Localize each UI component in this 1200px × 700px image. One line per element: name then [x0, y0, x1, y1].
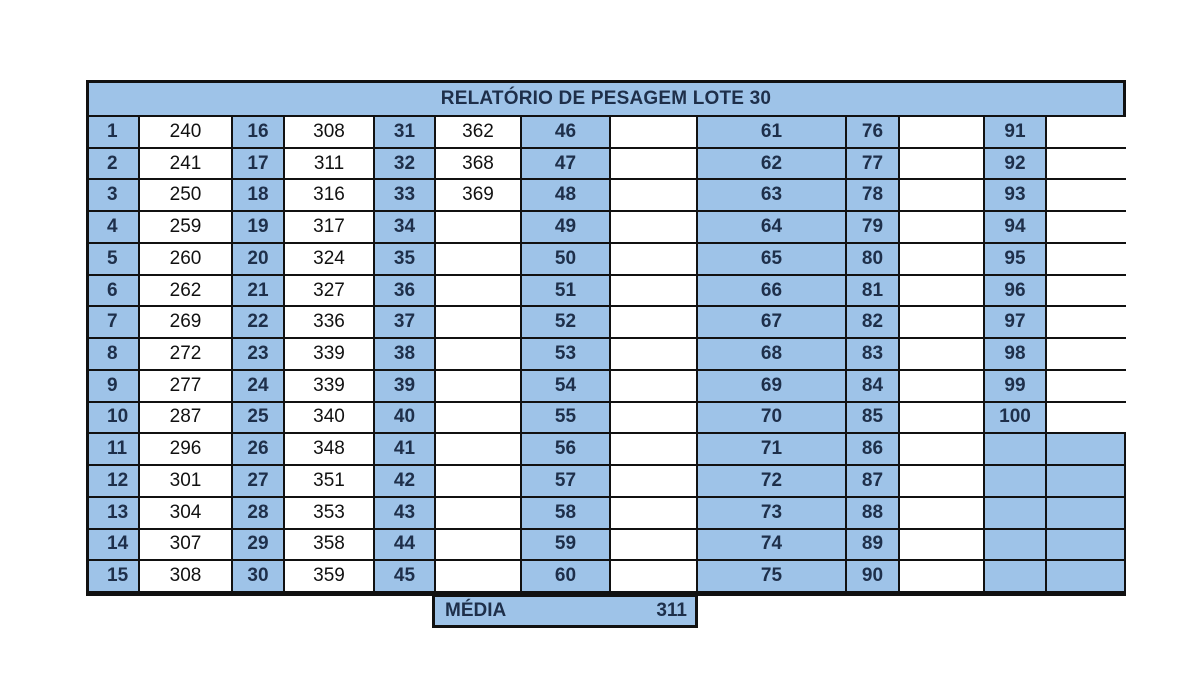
- weight-cell: 287: [140, 403, 233, 435]
- slot-number-cell: 16: [233, 117, 285, 149]
- weight-cell: [611, 339, 698, 371]
- slot-number-cell: 13: [89, 498, 140, 530]
- slot-number-cell: 68: [698, 339, 847, 371]
- weight-cell: [611, 212, 698, 244]
- slot-number-cell: 30: [233, 561, 285, 593]
- slot-number-cell: 20: [233, 244, 285, 276]
- slot-number-cell: 64: [698, 212, 847, 244]
- weight-cell: [611, 307, 698, 339]
- weight-cell: [436, 276, 522, 308]
- report-title: RELATÓRIO DE PESAGEM LOTE 30: [89, 83, 1123, 117]
- weight-cell: 260: [140, 244, 233, 276]
- average-label: MÉDIA: [445, 600, 507, 621]
- slot-number-cell: 80: [847, 244, 900, 276]
- weight-cell: [436, 434, 522, 466]
- slot-number-cell: 33: [375, 180, 436, 212]
- weight-cell: 307: [140, 530, 233, 562]
- slot-number-cell: 93: [985, 180, 1047, 212]
- weight-cell: 308: [285, 117, 375, 149]
- slot-number-cell: 51: [522, 276, 611, 308]
- weight-cell: 339: [285, 339, 375, 371]
- weight-cell: [1047, 180, 1126, 212]
- weight-cell: [611, 403, 698, 435]
- weight-cell: [900, 276, 985, 308]
- slot-number-cell: 87: [847, 466, 900, 498]
- slot-number-cell: 84: [847, 371, 900, 403]
- slot-number-cell: 47: [522, 149, 611, 181]
- slot-number-cell: 18: [233, 180, 285, 212]
- weight-cell: [900, 339, 985, 371]
- slot-number-cell: 55: [522, 403, 611, 435]
- slot-number-cell: 19: [233, 212, 285, 244]
- empty-number-cell: [985, 561, 1047, 593]
- slot-number-cell: 95: [985, 244, 1047, 276]
- weight-cell: [436, 403, 522, 435]
- weight-cell: [611, 561, 698, 593]
- weight-cell: [611, 530, 698, 562]
- empty-number-cell: [985, 466, 1047, 498]
- empty-weight-cell: [1047, 561, 1126, 593]
- weight-cell: [611, 244, 698, 276]
- slot-number-cell: 96: [985, 276, 1047, 308]
- slot-number-cell: 9: [89, 371, 140, 403]
- weight-cell: [900, 434, 985, 466]
- weight-cell: 241: [140, 149, 233, 181]
- weight-cell: 340: [285, 403, 375, 435]
- slot-number-cell: 7: [89, 307, 140, 339]
- slot-number-cell: 39: [375, 371, 436, 403]
- weight-cell: [436, 212, 522, 244]
- slot-number-cell: 12: [89, 466, 140, 498]
- empty-number-cell: [985, 530, 1047, 562]
- slot-number-cell: 62: [698, 149, 847, 181]
- slot-number-cell: 89: [847, 530, 900, 562]
- slot-number-cell: 86: [847, 434, 900, 466]
- weight-cell: [1047, 149, 1126, 181]
- slot-number-cell: 48: [522, 180, 611, 212]
- slot-number-cell: 82: [847, 307, 900, 339]
- slot-number-cell: 91: [985, 117, 1047, 149]
- slot-number-cell: 4: [89, 212, 140, 244]
- weight-cell: 369: [436, 180, 522, 212]
- weight-cell: 368: [436, 149, 522, 181]
- weight-cell: 259: [140, 212, 233, 244]
- weight-cell: [611, 276, 698, 308]
- slot-number-cell: 32: [375, 149, 436, 181]
- slot-number-cell: 63: [698, 180, 847, 212]
- weight-cell: 358: [285, 530, 375, 562]
- slot-number-cell: 35: [375, 244, 436, 276]
- slot-number-cell: 27: [233, 466, 285, 498]
- slot-number-cell: 77: [847, 149, 900, 181]
- weight-cell: 240: [140, 117, 233, 149]
- weight-cell: [1047, 276, 1126, 308]
- weight-cell: [436, 371, 522, 403]
- weight-cell: 348: [285, 434, 375, 466]
- slot-number-cell: 15: [89, 561, 140, 593]
- slot-number-cell: 53: [522, 339, 611, 371]
- slot-number-cell: 67: [698, 307, 847, 339]
- weight-cell: 317: [285, 212, 375, 244]
- empty-number-cell: [985, 434, 1047, 466]
- slot-number-cell: 97: [985, 307, 1047, 339]
- weight-cell: [900, 180, 985, 212]
- slot-number-cell: 94: [985, 212, 1047, 244]
- slot-number-cell: 5: [89, 244, 140, 276]
- weight-cell: 327: [285, 276, 375, 308]
- empty-weight-cell: [1047, 466, 1126, 498]
- slot-number-cell: 41: [375, 434, 436, 466]
- weight-cell: [436, 498, 522, 530]
- weight-cell: [1047, 403, 1126, 435]
- slot-number-cell: 34: [375, 212, 436, 244]
- slot-number-cell: 72: [698, 466, 847, 498]
- slot-number-cell: 8: [89, 339, 140, 371]
- slot-number-cell: 3: [89, 180, 140, 212]
- weight-cell: 277: [140, 371, 233, 403]
- empty-weight-cell: [1047, 434, 1126, 466]
- weight-cell: [900, 403, 985, 435]
- slot-number-cell: 10: [89, 403, 140, 435]
- slot-number-cell: 79: [847, 212, 900, 244]
- weight-cell: 304: [140, 498, 233, 530]
- slot-number-cell: 78: [847, 180, 900, 212]
- slot-number-cell: 22: [233, 307, 285, 339]
- weight-cell: [611, 466, 698, 498]
- weight-cell: [611, 434, 698, 466]
- weight-cell: [611, 117, 698, 149]
- weight-cell: 316: [285, 180, 375, 212]
- slot-number-cell: 29: [233, 530, 285, 562]
- weight-cell: [436, 244, 522, 276]
- weight-cell: 272: [140, 339, 233, 371]
- weight-cell: [436, 561, 522, 593]
- slot-number-cell: 88: [847, 498, 900, 530]
- weight-cell: 353: [285, 498, 375, 530]
- slot-number-cell: 46: [522, 117, 611, 149]
- weight-cell: 362: [436, 117, 522, 149]
- slot-number-cell: 21: [233, 276, 285, 308]
- weight-cell: 269: [140, 307, 233, 339]
- weight-cell: [900, 117, 985, 149]
- slot-number-cell: 76: [847, 117, 900, 149]
- slot-number-cell: 24: [233, 371, 285, 403]
- slot-number-cell: 81: [847, 276, 900, 308]
- slot-number-cell: 90: [847, 561, 900, 593]
- weight-cell: [1047, 307, 1126, 339]
- slot-number-cell: 59: [522, 530, 611, 562]
- weight-cell: [900, 371, 985, 403]
- average-box: [432, 594, 698, 628]
- slot-number-cell: 58: [522, 498, 611, 530]
- weight-cell: [611, 149, 698, 181]
- slot-number-cell: 98: [985, 339, 1047, 371]
- weight-cell: [1047, 117, 1126, 149]
- slot-number-cell: 40: [375, 403, 436, 435]
- slot-number-cell: 45: [375, 561, 436, 593]
- weight-cell: [900, 466, 985, 498]
- weight-cell: [900, 498, 985, 530]
- weight-cell: [436, 339, 522, 371]
- weight-cell: 359: [285, 561, 375, 593]
- slot-number-cell: 14: [89, 530, 140, 562]
- slot-number-cell: 56: [522, 434, 611, 466]
- slot-number-cell: 69: [698, 371, 847, 403]
- slot-number-cell: 28: [233, 498, 285, 530]
- slot-number-cell: 50: [522, 244, 611, 276]
- weight-cell: [436, 466, 522, 498]
- slot-number-cell: 26: [233, 434, 285, 466]
- weight-cell: [900, 561, 985, 593]
- slot-number-cell: 2: [89, 149, 140, 181]
- slot-number-cell: 11: [89, 434, 140, 466]
- weight-cell: [1047, 339, 1126, 371]
- weight-cell: [436, 307, 522, 339]
- weight-cell: 296: [140, 434, 233, 466]
- slot-number-cell: 74: [698, 530, 847, 562]
- slot-number-cell: 36: [375, 276, 436, 308]
- weight-cell: 351: [285, 466, 375, 498]
- empty-weight-cell: [1047, 498, 1126, 530]
- weight-cell: [611, 498, 698, 530]
- weight-cell: 336: [285, 307, 375, 339]
- slot-number-cell: 65: [698, 244, 847, 276]
- slot-number-cell: 17: [233, 149, 285, 181]
- slot-number-cell: 61: [698, 117, 847, 149]
- slot-number-cell: 42: [375, 466, 436, 498]
- slot-number-cell: 85: [847, 403, 900, 435]
- slot-number-cell: 52: [522, 307, 611, 339]
- weight-cell: 301: [140, 466, 233, 498]
- average-value: 311: [656, 600, 687, 621]
- slot-number-cell: 66: [698, 276, 847, 308]
- weight-cell: [611, 371, 698, 403]
- slot-number-cell: 31: [375, 117, 436, 149]
- weight-cell: [611, 180, 698, 212]
- slot-number-cell: 100: [985, 403, 1047, 435]
- weight-cell: [900, 307, 985, 339]
- weight-cell: [900, 530, 985, 562]
- slot-number-cell: 70: [698, 403, 847, 435]
- weight-cell: [900, 149, 985, 181]
- slot-number-cell: 92: [985, 149, 1047, 181]
- weight-cell: [900, 244, 985, 276]
- empty-number-cell: [985, 498, 1047, 530]
- weights-grid: [89, 117, 1123, 593]
- slot-number-cell: 43: [375, 498, 436, 530]
- slot-number-cell: 54: [522, 371, 611, 403]
- slot-number-cell: 23: [233, 339, 285, 371]
- weight-cell: 262: [140, 276, 233, 308]
- slot-number-cell: 73: [698, 498, 847, 530]
- slot-number-cell: 6: [89, 276, 140, 308]
- weight-cell: [900, 212, 985, 244]
- slot-number-cell: 75: [698, 561, 847, 593]
- slot-number-cell: 57: [522, 466, 611, 498]
- weight-cell: 250: [140, 180, 233, 212]
- weight-cell: 308: [140, 561, 233, 593]
- slot-number-cell: 25: [233, 403, 285, 435]
- weight-cell: [436, 530, 522, 562]
- empty-weight-cell: [1047, 530, 1126, 562]
- weight-cell: [1047, 212, 1126, 244]
- slot-number-cell: 83: [847, 339, 900, 371]
- slot-number-cell: 99: [985, 371, 1047, 403]
- weight-cell: [1047, 371, 1126, 403]
- slot-number-cell: 37: [375, 307, 436, 339]
- slot-number-cell: 38: [375, 339, 436, 371]
- weight-cell: 311: [285, 149, 375, 181]
- slot-number-cell: 60: [522, 561, 611, 593]
- slot-number-cell: 49: [522, 212, 611, 244]
- weighing-report-table: [86, 80, 1126, 596]
- slot-number-cell: 71: [698, 434, 847, 466]
- weight-cell: 324: [285, 244, 375, 276]
- slot-number-cell: 44: [375, 530, 436, 562]
- weight-cell: 339: [285, 371, 375, 403]
- slot-number-cell: 1: [89, 117, 140, 149]
- weight-cell: [1047, 244, 1126, 276]
